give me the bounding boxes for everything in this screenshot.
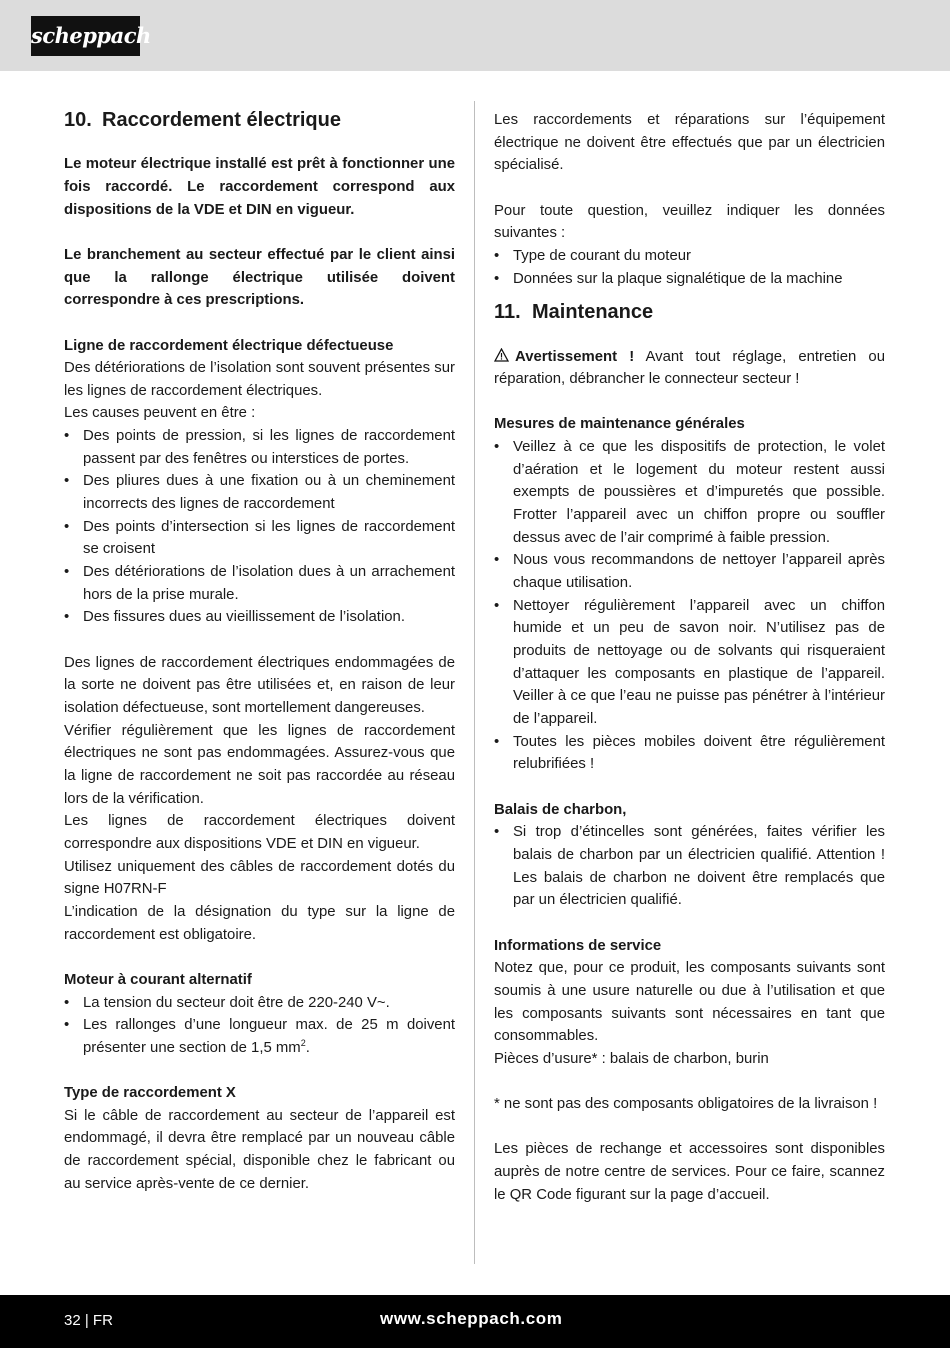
- list-item: • Des pliures dues à une fixation ou à un cheminement incorrects des lignes de raccordement: [64, 470, 455, 515]
- left-column: [64, 108, 455, 1195]
- repairs-paragraph: Les raccordements et réparations sur l’équipement électrique ne doivent être effectués que par un électricien spécialisé.: [494, 112, 885, 174]
- type-marking-paragraph: L’indication de la désignation du type sur la ligne de raccordement est obligatoire.: [64, 903, 455, 943]
- list-item: • Des points de pression, si les lignes de raccordement passent par des fenêtres ou interstices de portes.: [64, 425, 455, 470]
- column-divider: [474, 101, 475, 1264]
- right-column: [494, 109, 885, 1206]
- subheading-carbon-brushes: Balais de charbon,: [494, 801, 627, 818]
- spare-parts-paragraph: Les pièces de rechange et accessoires sont disponibles auprès de notre centre de services. Pour ce faire, scannez le QR Code figurant sur la page d’accueil.: [494, 1141, 885, 1203]
- list-item: • Des détériorations de l’isolation dues à un arrachement hors de la prise murale.: [64, 561, 455, 606]
- heading-text: Raccordement électrique: [102, 109, 341, 131]
- list-item: • Toutes les pièces mobiles doivent être régulièrement relubrifiées !: [494, 731, 885, 776]
- section-heading-maintenance: [494, 300, 885, 345]
- warning-text: Avant tout réglage, entretien ou réparation, débrancher le connecteur secteur !: [494, 348, 885, 388]
- website-link[interactable]: www.scheppach.com: [380, 1309, 563, 1328]
- list-item: • Nettoyer régulièrement l’appareil avec un chiffon humide et un peu de savon noir. N’utilisez pas de produits de nettoyage ou de solvants qui risqueraient d’attaquer les composants en plastique de l’appareil. Veiller à ce que l’eau ne puisse pas pénétrer à l’intérieur de l’appareil.: [494, 595, 885, 731]
- carbon-brushes-list: [494, 821, 885, 912]
- subheading-ac-motor: Moteur à courant alternatif: [64, 971, 252, 988]
- list-item: • Nous vous recommandons de nettoyer l’appareil après chaque utilisation.: [494, 549, 885, 594]
- questions-paragraph: Pour toute question, veuillez indiquer les données suivantes :: [494, 202, 885, 242]
- cable-type-paragraph: Utilisez uniquement des câbles de raccordement dotés du signe H07RN-F: [64, 858, 455, 898]
- list-item: • Les rallonges d’une longueur max. de 25 m doivent présenter une section de 1,5 $mm^2$.: [64, 1014, 455, 1059]
- warning-paragraph: [494, 346, 885, 391]
- list-item: • Données sur la plaque signalétique de la machine: [494, 268, 885, 291]
- warning-label: Avertissement !: [515, 348, 635, 365]
- check-lines-paragraph: Vérifier régulièrement que les lignes de raccordement électriques ne sont pas endommagées. Assurez-vous que la ligne de raccordement ne soit pas raccordée au réseau lors de la vérification.: [64, 722, 455, 807]
- footnote-paragraph: * ne sont pas des composants obligatoires de la livraison !: [494, 1096, 878, 1113]
- subheading-service-info: Informations de service: [494, 937, 662, 954]
- footer-bar: [0, 1295, 950, 1348]
- list-item: • Veillez à ce que les dispositifs de protection, le volet d’aération et le logement du moteur restent aussi exempts de poussières et d’impuretés que possible. Frotter l’appareil avec un chiffon propre ou souffler dessus avec de l’air comprimé à faible pression.: [494, 436, 885, 549]
- intro-paragraph-2: Le branchement au secteur effectué par le client ainsi que la rallonge électrique utilisée doivent correspondre à ces prescriptions.: [64, 246, 455, 309]
- list-item: • Type de courant du moteur: [494, 245, 885, 268]
- page-number: 32 | FR: [64, 1312, 113, 1329]
- subheading-defective-line: Ligne de raccordement électrique défectueuse: [64, 337, 394, 354]
- warning-triangle-icon: [494, 347, 509, 361]
- subheading-general-maintenance: Mesures de maintenance générales: [494, 416, 745, 433]
- questions-list: [494, 245, 885, 290]
- heading-number: 10.: [64, 109, 92, 131]
- defect-paragraph: Des détériorations de l’isolation sont souvent présentes sur les lignes de raccordement électriques.: [64, 360, 455, 399]
- intro-paragraph-1: Le moteur électrique installé est prêt à fonctionner une fois raccordé. Le raccordement correspond aux dispositions de la VDE et DIN en vigueur.: [64, 156, 455, 218]
- list-item: • Des fissures dues au vieillissement de l’isolation.: [64, 606, 455, 629]
- ac-motor-list: [64, 992, 455, 1060]
- heading-text: Maintenance: [532, 301, 654, 324]
- maintenance-list: [494, 436, 885, 776]
- list-item: • Si trop d’étincelles sont générées, faites vérifier les balais de charbon par un électricien qualifié. Attention ! Les balais de charbon ne doivent être remplacés que par un électricien qualifié.: [494, 821, 885, 912]
- section-heading-electrical: [64, 108, 455, 153]
- causes-list: [64, 425, 455, 629]
- list-item: • La tension du secteur doit être de 220-240 V~.: [64, 992, 455, 1015]
- list-item: • Des points d’intersection si les lignes de raccordement se croisent: [64, 516, 455, 561]
- heading-number: 11.: [494, 301, 521, 324]
- damaged-lines-paragraph: Des lignes de raccordement électriques endommagées de la sorte ne doivent pas être utilisées et, en raison de leur isolation défectueuse, sont mortellement dangereuses.: [64, 654, 455, 716]
- header-bar: [0, 0, 950, 71]
- subheading-connection-type-x: Type de raccordement X: [64, 1085, 236, 1102]
- standards-paragraph: Les lignes de raccordement électriques doivent correspondre aux dispositions VDE et DIN en vigueur.: [64, 813, 455, 852]
- connection-type-x-paragraph: Si le câble de raccordement au secteur de l’appareil est endommagé, il devra être remplacé par un nouveau câble de raccordement spécial, disponible chez le fabricant ou au service après-vente de ce dernier.: [64, 1107, 455, 1192]
- brand-logo: scheppach: [31, 16, 140, 56]
- causes-intro: Les causes peuvent en être :: [64, 405, 256, 422]
- wear-parts-paragraph: Pièces d’usure* : balais de charbon, burin: [494, 1050, 769, 1067]
- service-paragraph: Notez que, pour ce produit, les composants suivants sont soumis à une usure naturelle ou due à l’utilisation et que les composants suivants sont nécessaires en tant que consommables.: [494, 960, 885, 1045]
